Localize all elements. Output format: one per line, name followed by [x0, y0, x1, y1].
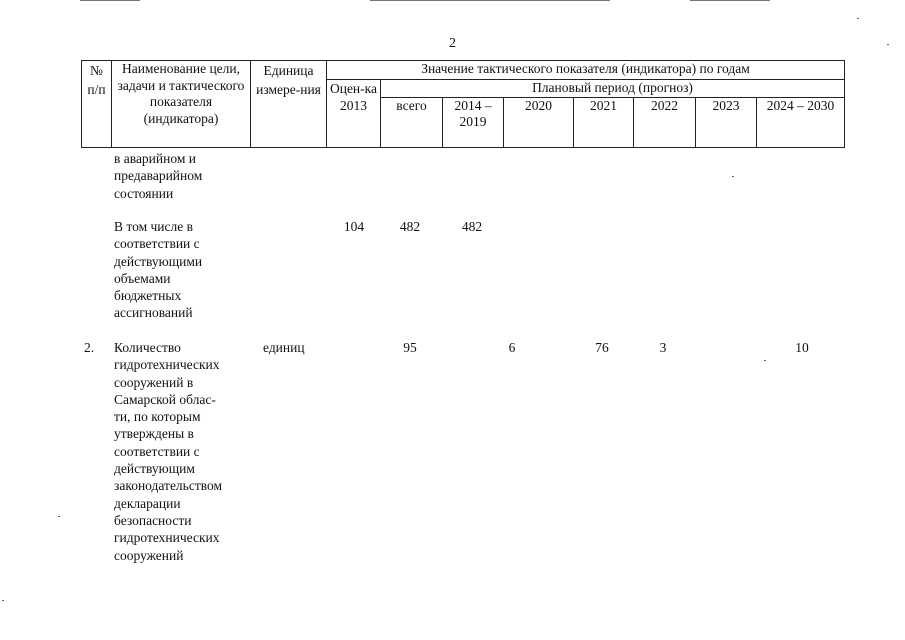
top-rule-right — [690, 0, 770, 1]
row-1-estimate-2013: 104 — [343, 219, 365, 234]
col-planned-header: Плановый период (прогноз) — [381, 80, 845, 98]
col-name-header: Наименование цели, задачи и тактического показателя (индикатора) — [112, 61, 251, 148]
col-2024-2030-header: 2024 – 2030 — [757, 98, 845, 148]
scan-speck — [58, 516, 60, 517]
row-2-2021: 76 — [595, 340, 609, 355]
col-2023-header: 2023 — [696, 98, 757, 148]
indicator-table-header — [81, 60, 845, 148]
row-1-2014-2019: 482 — [461, 219, 483, 234]
row-2-2024-2030: 10 — [795, 340, 809, 355]
row-0-name: в аварийном и предаварийном состоянии — [114, 151, 203, 201]
scan-speck — [857, 18, 859, 19]
row-2-2020: 6 — [508, 340, 516, 355]
row-2-2022: 3 — [659, 340, 667, 355]
row-2-unit: единиц — [263, 340, 305, 355]
row-2-total: 95 — [403, 340, 417, 355]
scan-speck — [887, 44, 889, 45]
col-values-header: Значение тактического показателя (индикатора) по годам — [327, 61, 845, 80]
row-2-name: Количество гидротехнических сооружений в Самарской облас- ти, по которым утверждены в соответствии с действующим законодательством декларации безопасности гидротехнических сооружений — [114, 340, 223, 563]
col-no-header: № п/п — [82, 61, 112, 148]
scan-speck — [2, 600, 4, 601]
col-unit-header: Единица измере-ния — [251, 61, 327, 148]
scan-speck — [764, 360, 766, 361]
row-1-total: 482 — [399, 219, 421, 234]
col-total-header: всего — [381, 98, 443, 148]
col-2020-header: 2020 — [504, 98, 574, 148]
top-rule-left — [80, 0, 140, 1]
row-1-name: В том числе в соответствии с действующими объемами бюджетных ассигнований — [114, 219, 203, 321]
scan-speck — [732, 176, 734, 177]
col-2022-header: 2022 — [634, 98, 696, 148]
col-2021-header: 2021 — [574, 98, 634, 148]
col-2014-2019-header: 2014 – 2019 — [443, 98, 504, 148]
top-rule-mid — [370, 0, 610, 1]
page-number: 2 — [449, 36, 456, 51]
row-2-number: 2. — [84, 340, 95, 355]
col-estimate-header: Оцен-ка 2013 — [327, 80, 381, 148]
